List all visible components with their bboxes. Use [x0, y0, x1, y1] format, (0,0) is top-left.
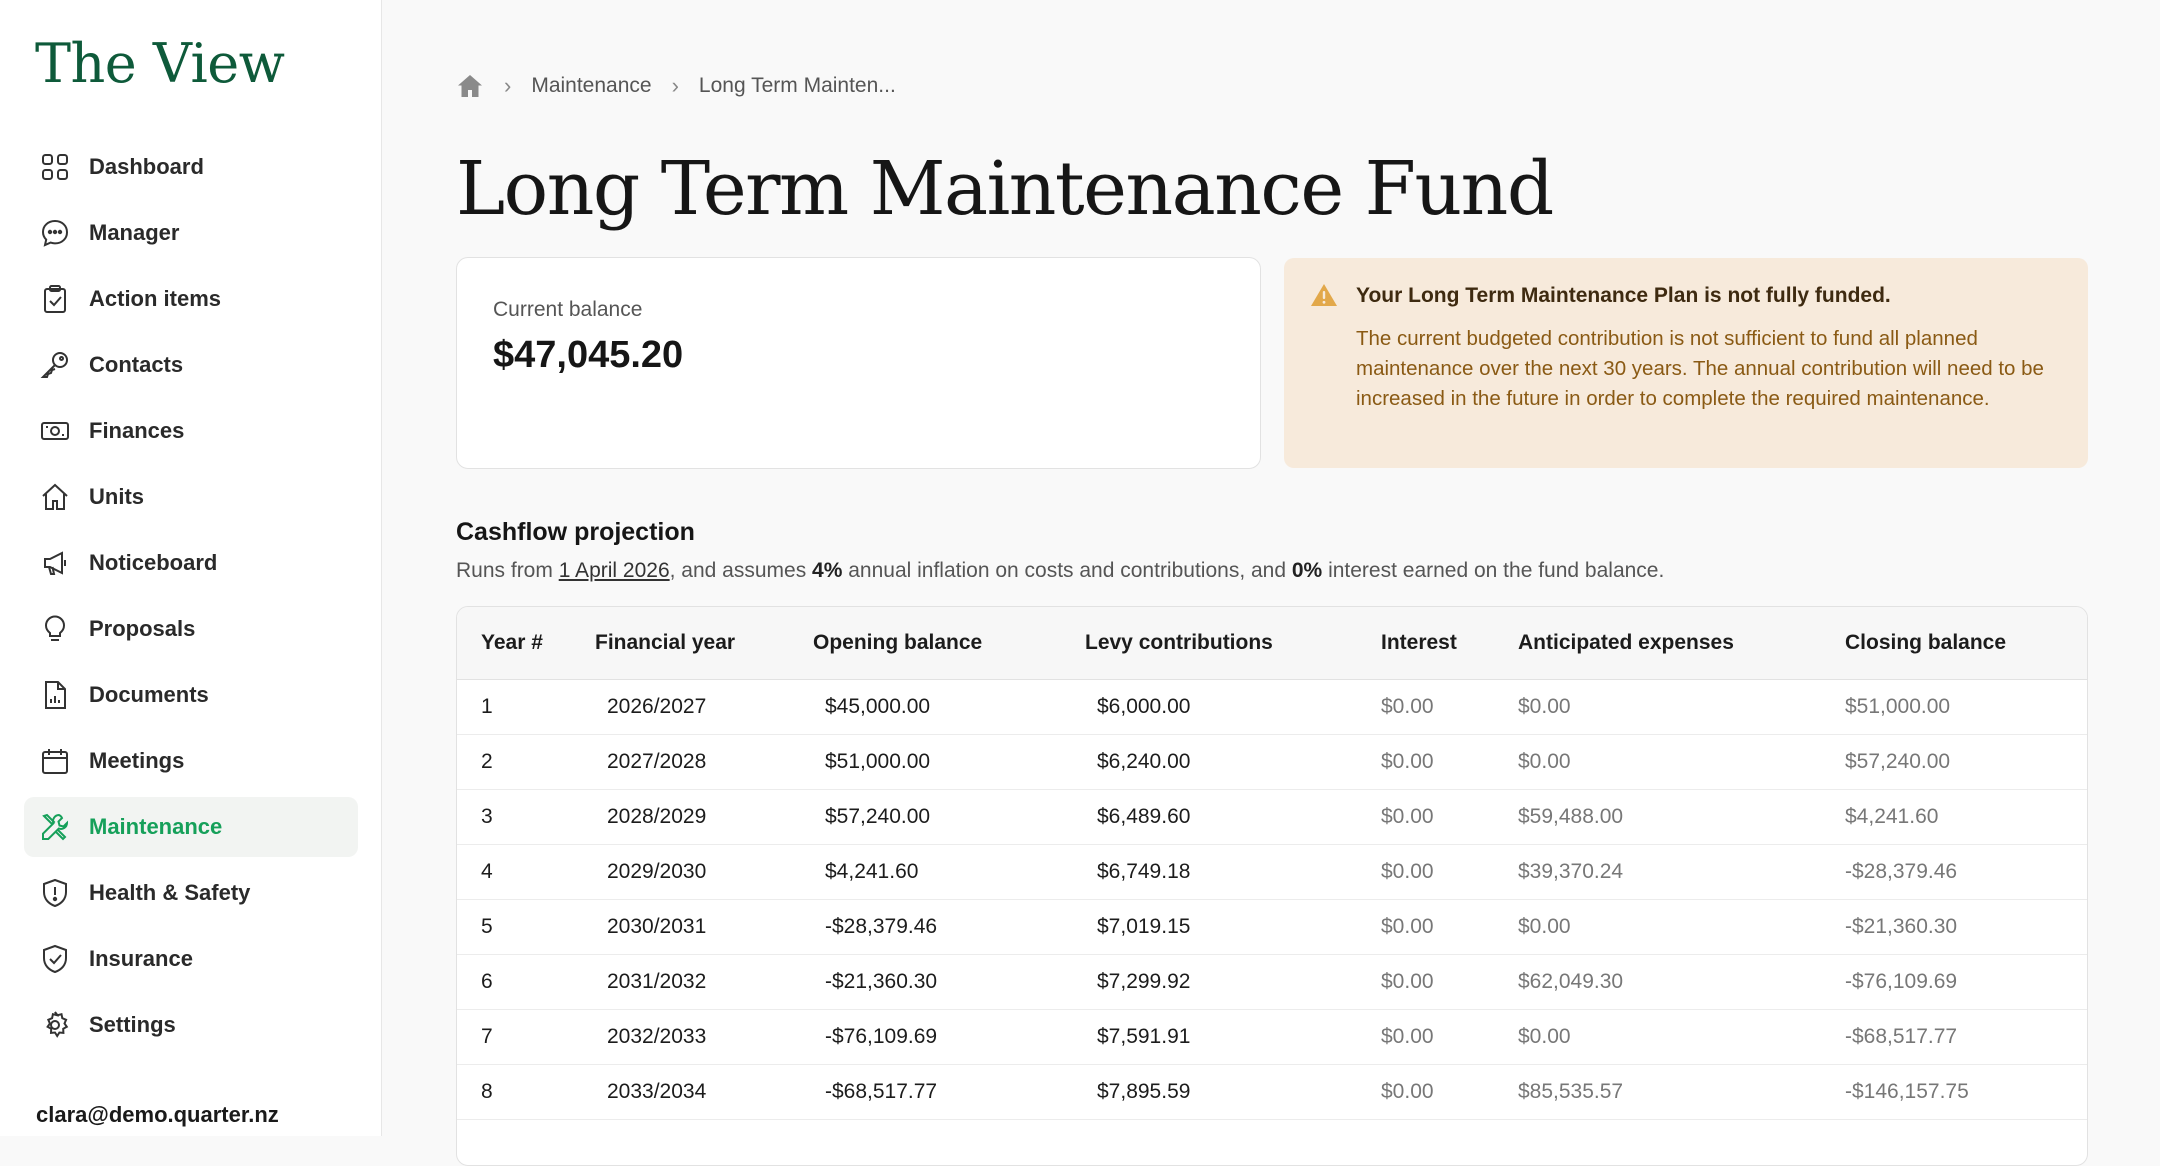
col-header-financial-year: Financial year [595, 607, 813, 679]
app-logo[interactable]: The View [35, 32, 285, 95]
sidebar-item-finances[interactable] [24, 401, 358, 461]
cell-interest: $0.00 [1381, 1009, 1518, 1064]
home-icon[interactable] [456, 72, 484, 100]
cell-interest: $0.00 [1381, 734, 1518, 789]
alert-title: Your Long Term Maintenance Plan is not fully funded. [1356, 284, 1891, 307]
cell-year: 1 [457, 679, 595, 734]
sidebar-item-label: Finances [89, 418, 185, 443]
sidebar-item-dashboard[interactable] [24, 137, 358, 197]
cell-interest: $0.00 [1381, 844, 1518, 899]
cell-year: 4 [457, 844, 595, 899]
sidebar-item-documents[interactable] [24, 665, 358, 725]
cell-financial-year: 2027/2028 [595, 734, 813, 789]
cell-opening-balance: -$76,109.69 [813, 1009, 1085, 1064]
table-row [457, 899, 2087, 954]
cell-closing-balance: $57,240.00 [1845, 734, 2087, 789]
cell-anticipated-expenses: $62,049.30 [1518, 954, 1845, 1009]
table-row [457, 954, 2087, 1009]
sidebar-nav [24, 137, 358, 1061]
clipboard-check-icon [38, 282, 72, 316]
cell-opening-balance: -$68,517.77 [813, 1064, 1085, 1119]
cashflow-table [456, 606, 2088, 1166]
table-row [457, 1009, 2087, 1064]
cell-closing-balance: -$68,517.77 [1845, 1009, 2087, 1064]
col-header-levy-contributions: Levy contributions [1085, 607, 1381, 679]
cell-anticipated-expenses: $85,535.57 [1518, 1064, 1845, 1119]
cell-interest: $0.00 [1381, 1064, 1518, 1119]
chat-bubble-icon [38, 216, 72, 250]
sidebar-item-label: Meetings [89, 748, 185, 773]
sidebar-item-label: Proposals [89, 616, 196, 641]
start-date-link[interactable]: 1 April 2026 [558, 559, 670, 582]
sidebar-item-insurance[interactable] [24, 929, 358, 989]
cell-levy-contributions: $6,489.60 [1085, 789, 1381, 844]
cell-opening-balance: $51,000.00 [813, 734, 1085, 789]
table-body [457, 679, 2087, 1119]
cell-closing-balance: -$146,157.75 [1845, 1064, 2087, 1119]
sidebar-item-settings[interactable] [24, 995, 358, 1055]
cell-interest: $0.00 [1381, 789, 1518, 844]
banknote-icon [38, 414, 72, 448]
sidebar-item-health-safety[interactable] [24, 863, 358, 923]
sidebar-item-action-items[interactable] [24, 269, 358, 329]
sidebar-item-units[interactable] [24, 467, 358, 527]
breadcrumb-item-maintenance[interactable]: Maintenance [531, 74, 652, 97]
cell-interest: $0.00 [1381, 899, 1518, 954]
cell-anticipated-expenses: $39,370.24 [1518, 844, 1845, 899]
sidebar-item-maintenance[interactable] [24, 797, 358, 857]
table-header-row [457, 607, 2087, 679]
alert-body: The current budgeted contribution is not sufficient to fund all planned maintenance over the next 30 years. The annual contribution will need to be increased in the future in order to complete the required maintenance. [1356, 327, 2044, 410]
cell-levy-contributions: $6,749.18 [1085, 844, 1381, 899]
col-header-closing-balance: Closing balance [1845, 607, 2087, 679]
cell-anticipated-expenses: $0.00 [1518, 679, 1845, 734]
cell-financial-year: 2033/2034 [595, 1064, 813, 1119]
shield-check-icon [38, 942, 72, 976]
cell-financial-year: 2030/2031 [595, 899, 813, 954]
cell-year: 8 [457, 1064, 595, 1119]
col-header-opening-balance: Opening balance [813, 607, 1085, 679]
cell-year: 2 [457, 734, 595, 789]
cell-closing-balance: -$28,379.46 [1845, 844, 2087, 899]
warning-icon [1310, 282, 1338, 313]
cell-closing-balance: -$21,360.30 [1845, 899, 2087, 954]
megaphone-icon [38, 546, 72, 580]
table-row [457, 679, 2087, 734]
col-header-anticipated-expenses: Anticipated expenses [1518, 607, 1845, 679]
lightbulb-icon [38, 612, 72, 646]
sidebar-item-label: Noticeboard [89, 550, 218, 575]
house-icon [38, 480, 72, 514]
cell-interest: $0.00 [1381, 954, 1518, 1009]
table-row [457, 844, 2087, 899]
inflation-rate: 4% [812, 559, 843, 582]
sidebar-item-proposals[interactable] [24, 599, 358, 659]
sidebar [0, 0, 382, 1136]
cell-levy-contributions: $7,591.91 [1085, 1009, 1381, 1064]
col-header-interest: Interest [1381, 607, 1518, 679]
sidebar-item-label: Settings [89, 1012, 176, 1037]
chevron-right-icon: › [504, 73, 512, 98]
funding-alert [1284, 258, 2088, 468]
cell-opening-balance: -$21,360.30 [813, 954, 1085, 1009]
section-title: Cashflow projection [456, 518, 695, 546]
cell-financial-year: 2028/2029 [595, 789, 813, 844]
sidebar-item-noticeboard[interactable] [24, 533, 358, 593]
breadcrumb-item-current: Long Term Mainten... [698, 74, 896, 97]
user-email[interactable]: clara@demo.quarter.nz [36, 1102, 279, 1127]
sidebar-item-label: Health & Safety [89, 880, 251, 905]
cell-closing-balance: $4,241.60 [1845, 789, 2087, 844]
cell-anticipated-expenses: $0.00 [1518, 899, 1845, 954]
sidebar-item-label: Insurance [89, 946, 193, 971]
key-icon [38, 348, 72, 382]
cell-opening-balance: -$28,379.46 [813, 899, 1085, 954]
sidebar-item-manager[interactable] [24, 203, 358, 263]
cell-levy-contributions: $7,019.15 [1085, 899, 1381, 954]
grid-icon [38, 150, 72, 184]
sidebar-item-label: Maintenance [89, 814, 223, 839]
cell-year: 3 [457, 789, 595, 844]
interest-rate: 0% [1291, 559, 1323, 582]
cell-financial-year: 2032/2033 [595, 1009, 813, 1064]
balance-card [456, 257, 1261, 469]
cell-anticipated-expenses: $0.00 [1518, 1009, 1845, 1064]
desc-mid2: annual inflation on costs and contributions, and [842, 559, 1292, 582]
sidebar-item-meetings[interactable] [24, 731, 358, 791]
sidebar-item-label: Units [89, 484, 144, 509]
cell-opening-balance: $45,000.00 [813, 679, 1085, 734]
col-header-year: Year # [457, 607, 595, 679]
sidebar-item-label: Manager [89, 220, 180, 245]
cell-levy-contributions: $6,000.00 [1085, 679, 1381, 734]
document-chart-icon [38, 678, 72, 712]
cell-interest: $0.00 [1381, 679, 1518, 734]
desc-mid1: , and assumes [669, 559, 813, 582]
cell-closing-balance: $51,000.00 [1845, 679, 2087, 734]
cell-financial-year: 2031/2032 [595, 954, 813, 1009]
cell-year: 7 [457, 1009, 595, 1064]
page-title: Long Term Maintenance Fund [456, 146, 1553, 232]
cell-closing-balance: -$76,109.69 [1845, 954, 2087, 1009]
gear-icon [38, 1008, 72, 1042]
desc-prefix: Runs from [456, 559, 559, 582]
table-row [457, 734, 2087, 789]
sidebar-item-label: Dashboard [89, 154, 204, 179]
cell-anticipated-expenses: $59,488.00 [1518, 789, 1845, 844]
sidebar-item-label: Contacts [89, 352, 184, 377]
sidebar-item-contacts[interactable] [24, 335, 358, 395]
cell-anticipated-expenses: $0.00 [1518, 734, 1845, 789]
calendar-icon [38, 744, 72, 778]
wrench-screwdriver-icon [38, 810, 72, 844]
section-description [456, 559, 1664, 583]
table-row [457, 1064, 2087, 1119]
cell-financial-year: 2026/2027 [595, 679, 813, 734]
cell-levy-contributions: $6,240.00 [1085, 734, 1381, 789]
breadcrumb [456, 72, 896, 100]
cell-opening-balance: $57,240.00 [813, 789, 1085, 844]
cell-levy-contributions: $7,299.92 [1085, 954, 1381, 1009]
cell-financial-year: 2029/2030 [595, 844, 813, 899]
sidebar-item-label: Action items [89, 286, 222, 311]
shield-alert-icon [38, 876, 72, 910]
balance-label: Current balance [493, 298, 643, 321]
cell-opening-balance: $4,241.60 [813, 844, 1085, 899]
cell-year: 6 [457, 954, 595, 1009]
desc-suffix: interest earned on the fund balance. [1322, 559, 1665, 582]
sidebar-item-label: Documents [89, 682, 209, 707]
chevron-right-icon: › [671, 73, 679, 98]
cell-levy-contributions: $7,895.59 [1085, 1064, 1381, 1119]
table-row [457, 789, 2087, 844]
balance-value: $47,045.20 [493, 334, 684, 376]
cell-year: 5 [457, 899, 595, 954]
